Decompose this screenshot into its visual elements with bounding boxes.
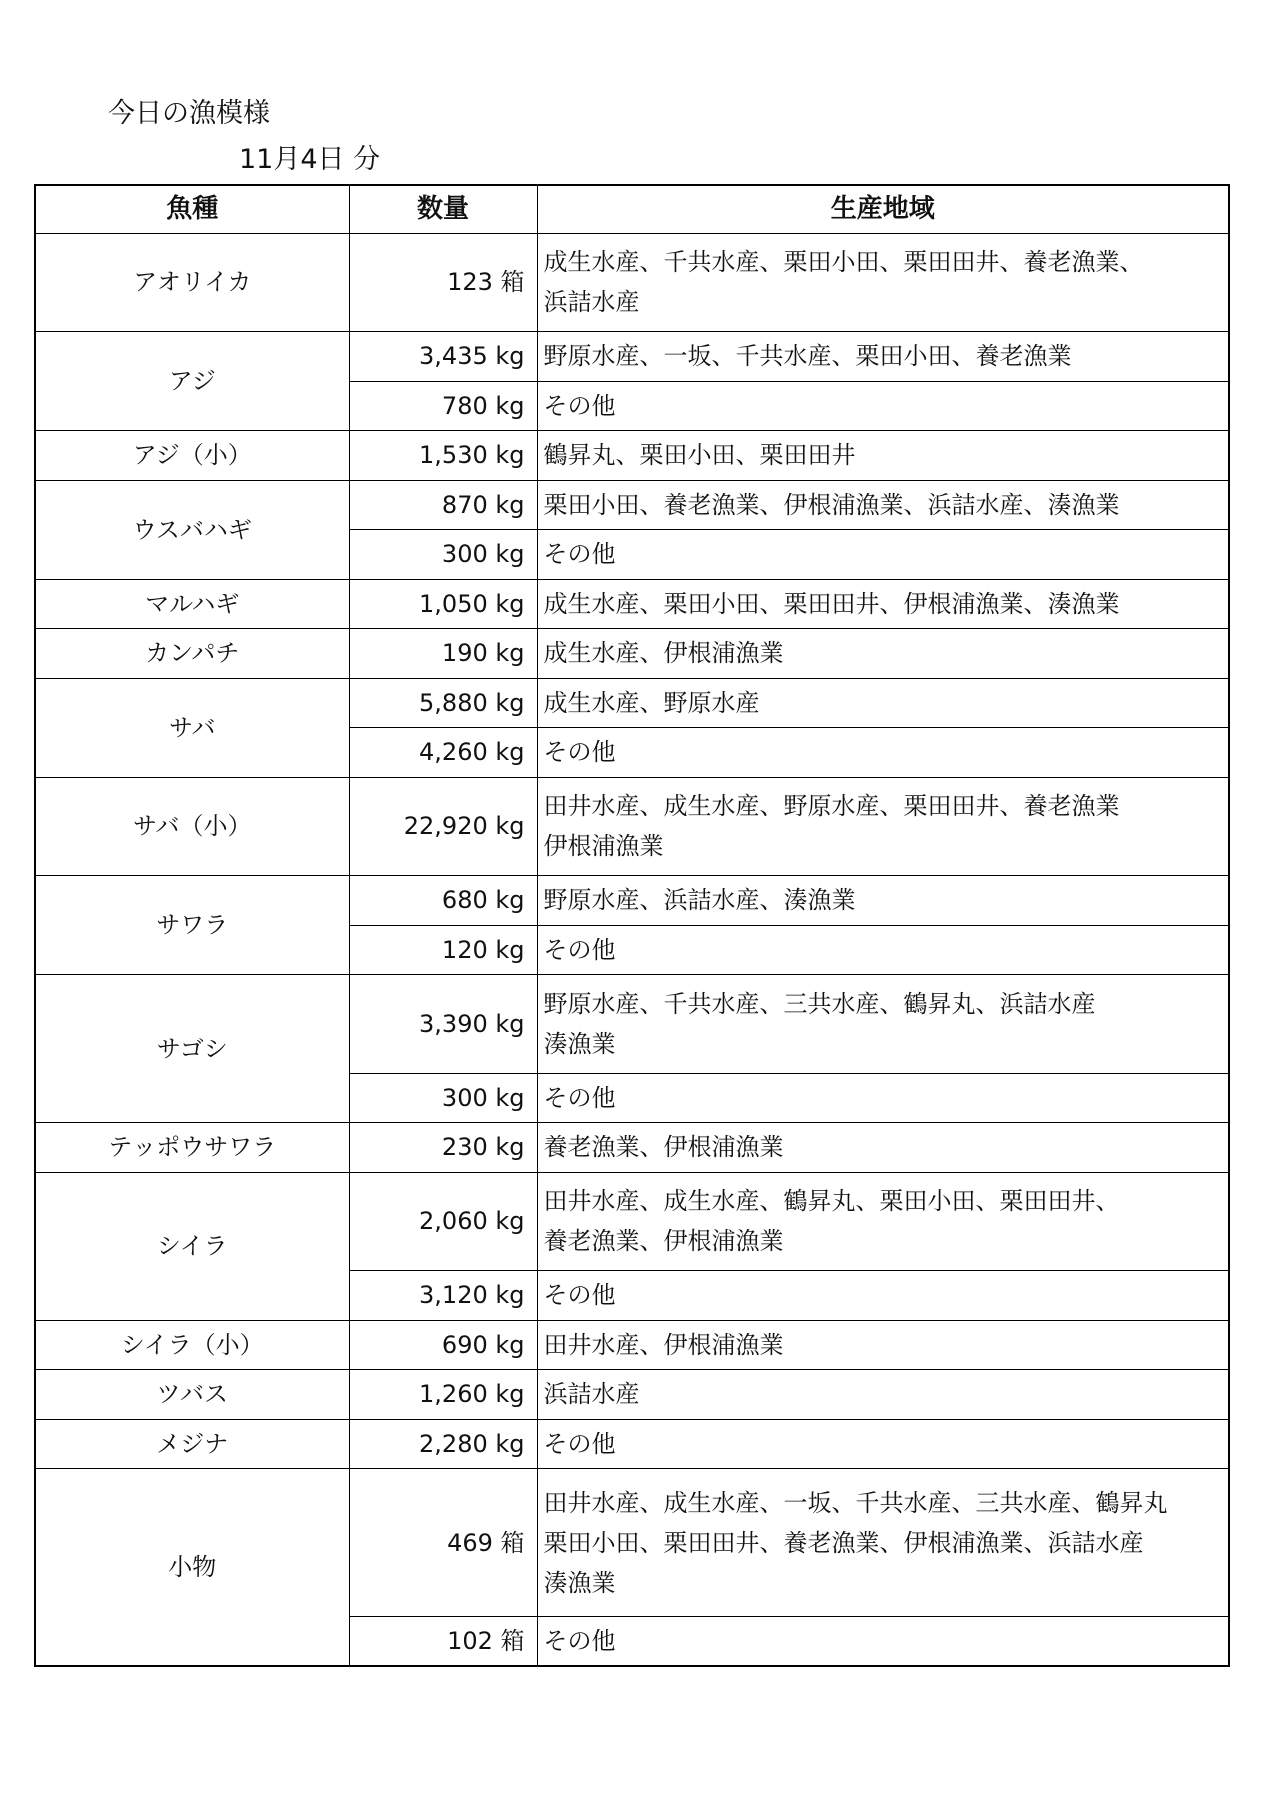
region-line: 湊漁業 (543, 1568, 616, 1597)
table-row (35, 1370, 1229, 1420)
table-row (35, 876, 1229, 926)
species-cell: テッポウサワラ (35, 1123, 349, 1173)
quantity-cell: 3,435 kg (349, 332, 537, 382)
quantity-cell: 680 kg (349, 876, 537, 926)
region-cell (537, 332, 1229, 382)
region-line: 栗田小田、栗田田井、養老漁業、伊根浦漁業、浜詰水産 (543, 1528, 1144, 1557)
quantity-cell: 3,390 kg (349, 975, 537, 1074)
document-title: 今日の漁模様 (108, 98, 270, 129)
region-line: 浜詰水産 (543, 1380, 640, 1409)
region-line: その他 (543, 1429, 616, 1458)
region-cell (537, 925, 1229, 975)
quantity-cell: 4,260 kg (349, 728, 537, 778)
region-line: 田井水産、成生水産、一坂、千共水産、三共水産、鶴昇丸 (543, 1488, 1168, 1517)
species-cell: メジナ (35, 1419, 349, 1469)
region-line: 湊漁業 (543, 1029, 616, 1058)
quantity-cell: 870 kg (349, 480, 537, 530)
region-line: 成生水産、千共水産、栗田小田、栗田田井、養老漁業、 (543, 248, 1144, 277)
quantity-cell: 469 箱 (349, 1469, 537, 1617)
region-cell (537, 1469, 1229, 1617)
region-cell (537, 1172, 1229, 1271)
region-cell (537, 1617, 1229, 1667)
quantity-cell: 300 kg (349, 530, 537, 580)
quantity-cell: 22,920 kg (349, 777, 537, 876)
region-line: その他 (543, 540, 616, 569)
region-cell (537, 431, 1229, 481)
table-row (35, 777, 1229, 876)
region-line: 野原水産、浜詰水産、湊漁業 (543, 886, 856, 915)
region-cell (537, 777, 1229, 876)
species-cell: マルハギ (35, 579, 349, 629)
quantity-cell: 2,280 kg (349, 1419, 537, 1469)
region-cell (537, 1370, 1229, 1420)
region-line: 養老漁業、伊根浦漁業 (543, 1227, 784, 1256)
region-line: 栗田小田、養老漁業、伊根浦漁業、浜詰水産、湊漁業 (543, 490, 1120, 519)
region-cell (537, 1271, 1229, 1321)
quantity-cell: 102 箱 (349, 1617, 537, 1667)
table-row (35, 480, 1229, 530)
table-row (35, 1419, 1229, 1469)
quantity-cell: 1,050 kg (349, 579, 537, 629)
table-row (35, 629, 1229, 679)
header-region: 生産地域 (537, 185, 1229, 233)
species-cell: アオリイカ (35, 233, 349, 332)
quantity-cell: 1,530 kg (349, 431, 537, 481)
table-row (35, 678, 1229, 728)
species-cell: サワラ (35, 876, 349, 975)
region-line: 成生水産、栗田小田、栗田田井、伊根浦漁業、湊漁業 (543, 589, 1120, 618)
report-date: 11月4日 分 (239, 144, 381, 175)
table-row (35, 233, 1229, 332)
region-line: 野原水産、一坂、千共水産、栗田小田、養老漁業 (543, 342, 1072, 371)
region-cell (537, 1320, 1229, 1370)
table-row (35, 332, 1229, 382)
species-cell: 小物 (35, 1469, 349, 1667)
region-cell (537, 728, 1229, 778)
quantity-cell: 690 kg (349, 1320, 537, 1370)
quantity-cell: 123 箱 (349, 233, 537, 332)
species-cell: サバ (35, 678, 349, 777)
species-cell: シイラ (35, 1172, 349, 1320)
region-cell (537, 975, 1229, 1074)
region-line: 成生水産、野原水産 (543, 688, 760, 717)
region-line: その他 (543, 738, 616, 767)
region-cell (537, 233, 1229, 332)
region-line: 田井水産、成生水産、野原水産、栗田田井、養老漁業 (543, 792, 1120, 821)
quantity-cell: 300 kg (349, 1073, 537, 1123)
region-line: 成生水産、伊根浦漁業 (543, 639, 784, 668)
species-cell: サゴシ (35, 975, 349, 1123)
region-cell (537, 1419, 1229, 1469)
species-cell: ウスバハギ (35, 480, 349, 579)
table-row (35, 1123, 1229, 1173)
quantity-cell: 1,260 kg (349, 1370, 537, 1420)
table-row (35, 1320, 1229, 1370)
catch-table (34, 184, 1230, 1667)
region-line: 野原水産、千共水産、三共水産、鶴昇丸、浜詰水産 (543, 989, 1096, 1018)
region-cell (537, 579, 1229, 629)
region-line: 田井水産、成生水産、鶴昇丸、栗田小田、栗田田井、 (543, 1187, 1120, 1216)
species-cell: アジ（小） (35, 431, 349, 481)
table-row (35, 1469, 1229, 1617)
region-cell (537, 1123, 1229, 1173)
table-row (35, 431, 1229, 481)
quantity-cell: 230 kg (349, 1123, 537, 1173)
region-line: その他 (543, 1281, 616, 1310)
species-cell: サバ（小） (35, 777, 349, 876)
region-line: 浜詰水産 (543, 288, 640, 317)
region-cell (537, 678, 1229, 728)
region-cell (537, 530, 1229, 580)
table-row (35, 975, 1229, 1074)
region-line: 田井水産、伊根浦漁業 (543, 1330, 784, 1359)
table-row (35, 1172, 1229, 1271)
header-species: 魚種 (35, 185, 349, 233)
region-cell (537, 480, 1229, 530)
region-line: その他 (543, 1083, 616, 1112)
species-cell: ツバス (35, 1370, 349, 1420)
region-line: その他 (543, 1627, 616, 1655)
region-line: その他 (543, 391, 616, 420)
species-cell: アジ (35, 332, 349, 431)
quantity-cell: 120 kg (349, 925, 537, 975)
table-row (35, 579, 1229, 629)
region-cell (537, 1073, 1229, 1123)
region-line: 鶴昇丸、栗田小田、栗田田井 (543, 441, 856, 470)
quantity-cell: 2,060 kg (349, 1172, 537, 1271)
quantity-cell: 3,120 kg (349, 1271, 537, 1321)
quantity-cell: 780 kg (349, 381, 537, 431)
species-cell: カンパチ (35, 629, 349, 679)
region-line: その他 (543, 935, 616, 964)
region-line: 養老漁業、伊根浦漁業 (543, 1133, 784, 1162)
region-cell (537, 876, 1229, 926)
species-cell: シイラ（小） (35, 1320, 349, 1370)
header-quantity: 数量 (349, 185, 537, 233)
header-row (35, 185, 1229, 233)
quantity-cell: 5,880 kg (349, 678, 537, 728)
region-cell (537, 381, 1229, 431)
region-cell (537, 629, 1229, 679)
region-line: 伊根浦漁業 (543, 832, 664, 861)
quantity-cell: 190 kg (349, 629, 537, 679)
